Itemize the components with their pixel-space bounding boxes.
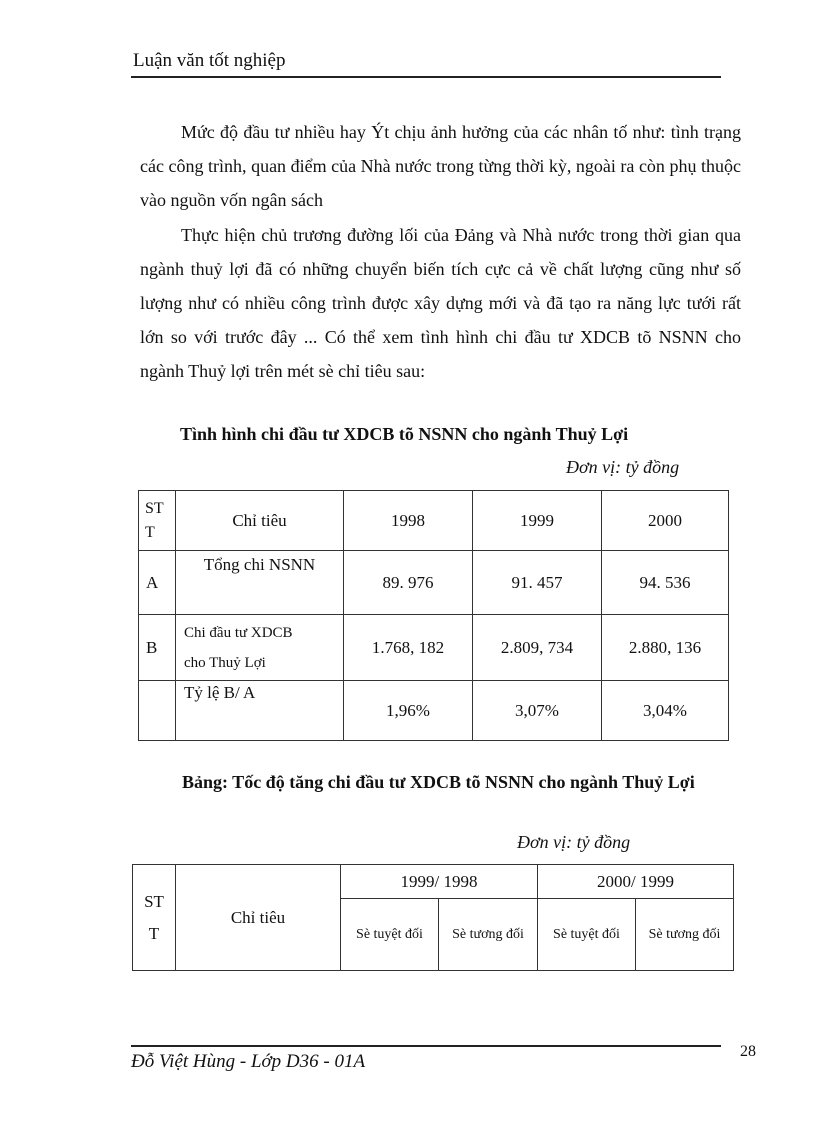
row-value-1998: 89. 976 [344, 551, 473, 615]
table2-unit: Đơn vị: tỷ đồng [517, 832, 631, 852]
relative-2000-header: Sè tương đối [636, 899, 734, 971]
table-row [139, 681, 729, 741]
year-1999-header: 1999 [473, 491, 602, 551]
table-row [139, 551, 729, 615]
row-value-1999: 3,07% [473, 681, 602, 741]
header-title: Luận văn tốt nghiệp [133, 50, 286, 71]
row-value-2000: 3,04% [602, 681, 729, 741]
table-header-row [139, 491, 729, 551]
row-stt: A [139, 551, 176, 615]
relative-1999-header: Sè tương đối [439, 899, 538, 971]
year-2000-header: 2000 [602, 491, 729, 551]
row-value-1999: 91. 457 [473, 551, 602, 615]
row-value-1998: 1,96% [344, 681, 473, 741]
absolute-1999-header: Sè tuyệt đối [341, 899, 439, 971]
page-number: 28 [740, 1043, 756, 1060]
stt-header: ST T [133, 865, 176, 971]
indicator-header: Chỉ tiêu [176, 865, 341, 971]
year-1998-header: 1998 [344, 491, 473, 551]
footer-author: Đỗ Việt Hùng - Lớp D36 - 01A [131, 1051, 366, 1072]
table-row [139, 615, 729, 681]
row-value-1999: 2.809, 734 [473, 615, 602, 681]
table1-caption: Tình hình chi đầu tư XDCB tõ NSNN cho ngành Thuỷ Lợi [180, 424, 629, 444]
row-indicator: Tổng chi NSNN [176, 551, 344, 615]
table1-unit: Đơn vị: tỷ đồng [566, 457, 680, 477]
row-value-2000: 2.880, 136 [602, 615, 729, 681]
row-indicator: Tỷ lệ B/ A [176, 681, 344, 741]
table-header-row [133, 865, 734, 899]
period-2000-1999-header: 2000/ 1999 [538, 865, 734, 899]
table-investment [138, 490, 729, 741]
indicator-header: Chỉ tiêu [176, 491, 344, 551]
row-indicator: Chi đầu tư XDCB cho Thuỷ Lợi [176, 615, 344, 681]
absolute-2000-header: Sè tuyệt đối [538, 899, 636, 971]
row-value-2000: 94. 536 [602, 551, 729, 615]
paragraph-2: Thực hiện chủ trương đường lối của Đảng và Nhà nước trong thời gian qua ngành thuỷ lợi đã có những chuyển biến tích cực cả về chất lượng cũng như số lượng như có nhiều công trình được xây dựng mới và đã tạo ra năng lực tưới rất lớn so với trước đây ... Có thể xem tình hình chi đầu tư XDCB tõ NSNN cho ngành Thuỷ lợi trên mét sè chỉ tiêu sau: [140, 225, 741, 381]
footer-rule [131, 1045, 721, 1047]
table2-caption: Bảng: Tốc độ tăng chi đầu tư XDCB tõ NSNN cho ngành Thuỷ Lợi [182, 772, 695, 792]
paragraph-1: Mức độ đầu tư nhiều hay Ýt chịu ảnh hưởng của các nhân tố như: tình trạng các công trình, quan điểm của Nhà nước trong từng thời kỳ, ngoài ra còn phụ thuộc vào nguồn vốn ngân sách [140, 122, 741, 210]
row-stt: B [139, 615, 176, 681]
period-1999-1998-header: 1999/ 1998 [341, 865, 538, 899]
row-value-1998: 1.768, 182 [344, 615, 473, 681]
stt-header: ST T [139, 491, 176, 551]
row-stt [139, 681, 176, 741]
table-growth [132, 864, 734, 971]
header-rule [131, 76, 721, 78]
